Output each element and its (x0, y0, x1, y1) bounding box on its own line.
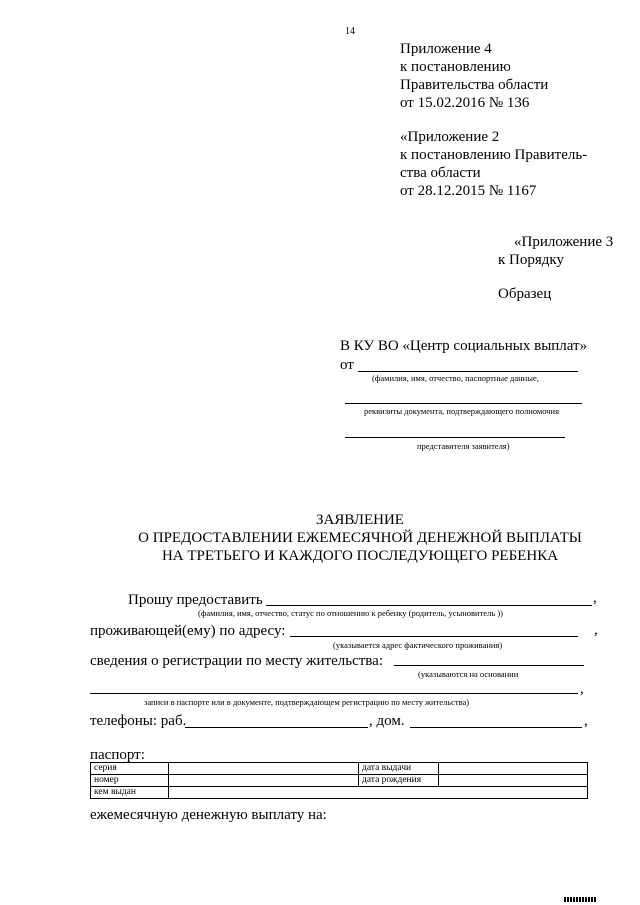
registration-hint-1: (указываются на основании (418, 669, 519, 679)
birth-date-label: дата рождения (359, 775, 439, 787)
registration-field-line[interactable] (394, 665, 584, 666)
header-line: Правительства области (400, 77, 549, 93)
home-phone-field-line[interactable] (410, 727, 582, 728)
birth-date-value[interactable] (439, 775, 588, 787)
issue-date-label: дата выдачи (359, 763, 439, 775)
representative-field-line[interactable] (345, 437, 565, 438)
phones-label: телефоны: раб. (90, 713, 187, 729)
from-hint-1: (фамилия, имя, отчество, паспортные данные, (372, 373, 539, 383)
header-line: «Приложение 3 (514, 234, 614, 250)
payment-label: ежемесячную денежную выплату на: (90, 807, 327, 823)
address-hint: (указывается адрес фактического проживания) (333, 640, 503, 650)
title-line-1: ЗАЯВЛЕНИЕ (316, 512, 404, 528)
title-line-2: О ПРЕДОСТАВЛЕНИИ ЕЖЕМЕСЯЧНОЙ ДЕНЕЖНОЙ ВЫПЛАТЫ (138, 530, 582, 546)
passport-number-label: номер (91, 775, 169, 787)
issued-by-label: кем выдан (91, 787, 169, 799)
passport-series-value[interactable] (169, 763, 359, 775)
addressee-to: В КУ ВО «Центр социальных выплат» (340, 338, 588, 354)
passport-label: паспорт: (90, 747, 145, 763)
work-phone-field-line[interactable] (185, 727, 368, 728)
from-hint-3: представителя заявителя) (417, 441, 510, 451)
header-line: от 15.02.2016 № 136 (400, 95, 530, 111)
from-label: от (340, 357, 354, 373)
address-field-line[interactable] (290, 636, 578, 637)
issue-date-value[interactable] (439, 763, 588, 775)
request-hint: (фамилия, имя, отчество, статус по отношению к ребенку (родитель, усыновитель )) (198, 608, 503, 618)
header-line: к постановлению (400, 59, 511, 75)
header-line: Приложение 4 (400, 41, 492, 57)
issued-by-value[interactable] (169, 787, 588, 799)
comma: , (580, 681, 584, 697)
request-field-line[interactable] (266, 605, 592, 606)
header-line: «Приложение 2 (400, 129, 500, 145)
comma: , (593, 590, 597, 606)
from-field-line[interactable] (358, 371, 578, 372)
table-row (91, 775, 588, 787)
title-line-3: НА ТРЕТЬЕГО И КАЖДОГО ПОСЛЕДУЮЩЕГО РЕБЕНКА (161, 548, 559, 564)
comma: , (594, 622, 598, 638)
header-block-1 (400, 40, 548, 112)
registration-field-line-2[interactable] (90, 693, 578, 694)
barcode-mark (564, 897, 596, 902)
home-label: , дом. (369, 713, 405, 729)
header-line: ства области (400, 165, 481, 181)
table-row (91, 763, 588, 775)
page-number: 14 (345, 26, 355, 37)
from-hint-2: реквизиты документа, подтверждающего полномочия (364, 406, 560, 416)
passport-number-value[interactable] (169, 775, 359, 787)
passport-table (90, 762, 588, 799)
header-block-2 (400, 128, 587, 200)
header-line: к Порядку (498, 252, 564, 268)
sample-label: Образец (498, 286, 552, 302)
address-label: проживающей(ему) по адресу: (90, 623, 286, 639)
registration-label: сведения о регистрации по месту жительства: (90, 653, 383, 669)
registration-hint-2: записи в паспорте или в документе, подтверждающем регистрацию по месту жительства) (144, 697, 470, 707)
header-line: от 28.12.2015 № 1167 (400, 183, 537, 199)
comma: , (584, 713, 588, 729)
header-line: к постановлению Правитель- (400, 147, 588, 163)
passport-series-label: серия (91, 763, 169, 775)
request-label: Прошу предоставить (128, 592, 263, 608)
authority-field-line[interactable] (345, 403, 582, 404)
table-row (91, 787, 588, 799)
header-block-3 (498, 233, 613, 269)
